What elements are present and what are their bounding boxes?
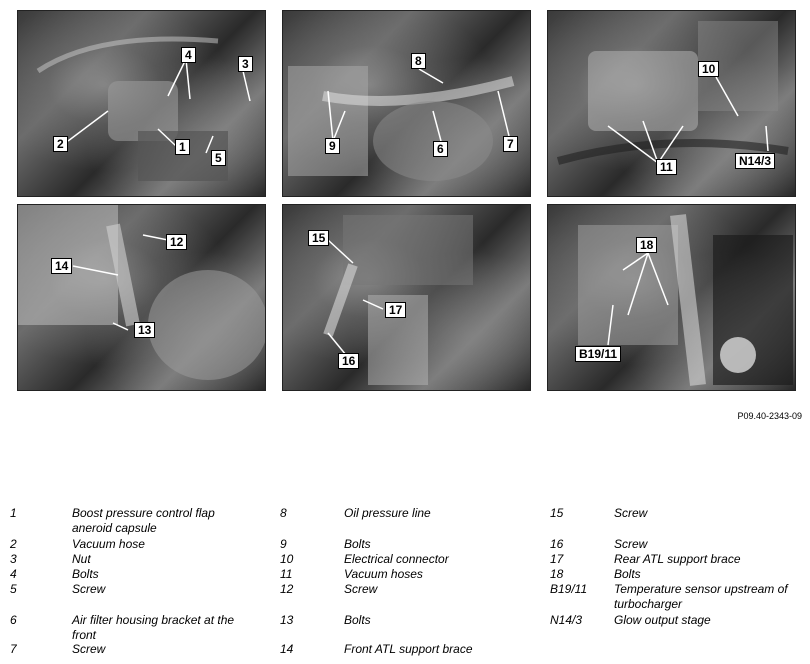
legend-text: Electrical connector	[344, 552, 449, 566]
engine-photo-4	[18, 205, 265, 390]
callout-4: 4	[181, 47, 196, 63]
legend-num: 14	[280, 642, 294, 656]
legend-num: 13	[280, 613, 294, 627]
callout-14: 14	[51, 258, 72, 274]
legend-num: 10	[280, 552, 294, 566]
legend-text: Screw	[344, 582, 378, 596]
legend-text: Screw	[614, 537, 648, 551]
legend-text: Screw	[72, 582, 106, 596]
legend-text: Vacuum hose	[72, 537, 145, 551]
legend-num: 12	[280, 582, 294, 596]
legend-text: Front ATL support brace	[344, 642, 473, 656]
legend-num: 5	[10, 582, 17, 596]
figure-reference: P09.40-2343-09	[737, 411, 802, 421]
legend-num: 16	[550, 537, 564, 551]
photo-panel-3	[547, 10, 796, 197]
legend-num: 2	[10, 537, 17, 551]
callout-1: 1	[175, 139, 190, 155]
legend-num: 1	[10, 506, 17, 520]
legend-text: Bolts	[614, 567, 641, 581]
callout-3: 3	[238, 56, 253, 72]
legend-text: Screw	[72, 642, 106, 656]
callout-13: 13	[134, 322, 155, 338]
photo-panel-5	[282, 204, 531, 391]
legend-num: 15	[550, 506, 564, 520]
legend-num: N14/3	[550, 613, 583, 627]
legend-num: 4	[10, 567, 17, 581]
photo-panel-6	[547, 204, 796, 391]
legend-text: Air filter housing bracket at the front	[72, 613, 235, 642]
callout-8: 8	[411, 53, 426, 69]
legend-text: Glow output stage	[614, 613, 711, 627]
legend-text: Boost pressure control flap aneroid capsule	[72, 506, 215, 535]
legend-text: Rear ATL support brace	[614, 552, 741, 566]
photo-panel-2	[282, 10, 531, 197]
legend-num: 7	[10, 642, 17, 656]
legend-num: 18	[550, 567, 564, 581]
engine-photo-6	[548, 205, 795, 390]
callout-16: 16	[338, 353, 359, 369]
legend-num: 8	[280, 506, 287, 520]
legend-text: Bolts	[72, 567, 99, 581]
legend-text: Vacuum hoses	[344, 567, 423, 581]
legend-text: Oil pressure line	[344, 506, 431, 520]
callout-5: 5	[211, 150, 226, 166]
legend-text: Bolts	[344, 613, 371, 627]
legend-num: 3	[10, 552, 17, 566]
legend-num: 17	[550, 552, 564, 566]
callout-15: 15	[308, 230, 329, 246]
callout-6: 6	[433, 141, 448, 157]
callout-11: 11	[656, 159, 677, 175]
callout-10: 10	[698, 61, 719, 77]
photo-panel-1	[17, 10, 266, 197]
callout-9: 9	[325, 138, 340, 154]
engine-photo-1	[18, 11, 265, 196]
photo-panel-4	[17, 204, 266, 391]
legend-num: 6	[10, 613, 17, 627]
legend-text: Nut	[72, 552, 91, 566]
callout-18: 18	[636, 237, 657, 253]
callout-2: 2	[53, 136, 68, 152]
legend-num: B19/11	[550, 582, 588, 596]
callout-17: 17	[385, 302, 406, 318]
callout-n14-3: N14/3	[735, 153, 775, 169]
callout-7: 7	[503, 136, 518, 152]
callout-12: 12	[166, 234, 187, 250]
engine-photo-2	[283, 11, 530, 196]
legend-text: Bolts	[344, 537, 371, 551]
legend-text: Screw	[614, 506, 648, 520]
legend-text: Temperature sensor upstream of turbocharger	[614, 582, 788, 611]
legend-num: 9	[280, 537, 287, 551]
legend-num: 11	[280, 567, 293, 581]
callout-b19-11: B19/11	[575, 346, 621, 362]
